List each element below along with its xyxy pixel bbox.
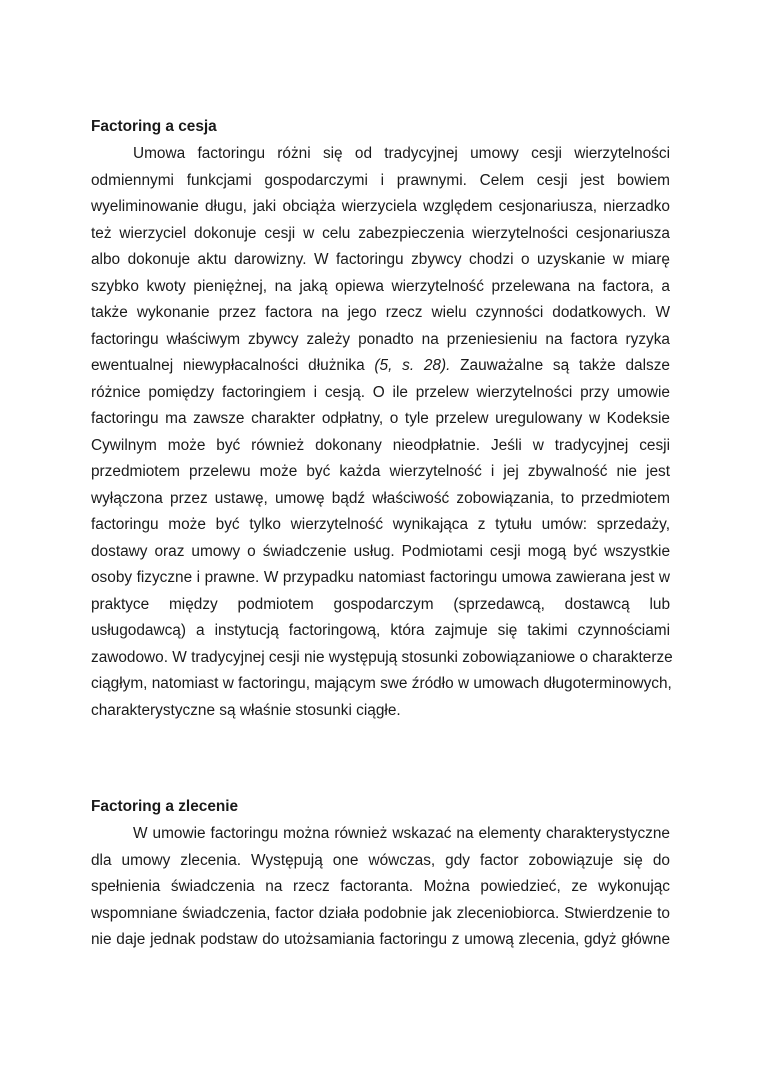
text-line: zawodowo. W tradycyjnej cesji nie występują stosunki zobowiązaniowe o charakterze [91,648,673,666]
text-line-with-citation [91,353,670,380]
text-line: dla umowy zlecenia. Występują one wówczas, gdy factor zobowiązuje się do [91,851,670,869]
text-line: Cywilnym może być również dokonany nieodpłatnie. Jeśli w tradycyjnej cesji [91,436,670,454]
text-line: osoby fizyczne i prawne. W przypadku natomiast factoringu umowa zawierana jest w [91,569,670,586]
text-line: wyłączona przez ustawę, umowę bądź właściwość zobowiązania, to przedmiotem [91,489,670,507]
text-line: także wykonanie przez factora na jego rzecz wielu czynności dodatkowych. W [91,304,670,321]
text-line: nie daje jednak podstaw do utożsamiania factoringu z umową zlecenia, gdyż główne [91,931,670,948]
text-line: factoringu właściwym zbywcy zależy ponadto na przeniesieniu na factora ryzyka [91,330,670,348]
text-line: factoringu może być tylko wierzytelność wynikająca z tytułu umów: sprzedaży, [91,516,670,533]
section-heading-zlecenie: Factoring a zlecenie [91,798,239,815]
text-line: spełnienia świadczenia na rzecz factoranta. Można powiedzieć, ze wykonując [91,878,670,895]
text-line: odmiennymi funkcjami gospodarczymi i prawnymi. Celem cesji jest bowiem [91,171,670,189]
section-heading-cesja: Factoring a cesja [91,118,217,135]
text-line: charakterystyczne są właśnie stosunki ciągłe. [91,701,401,719]
citation: (5, s. 28). [374,357,451,374]
text-line: Umowa factoringu różni się od tradycyjnej umowy cesji wierzytelności [133,145,670,162]
text-line: praktyce między podmiotem gospodarczym (sprzedawcą, dostawcą lub [91,595,670,613]
text-line: wspomniane świadczenia, factor działa podobnie jak zleceniobiorca. Stwierdzenie to [91,904,670,922]
text-line: przedmiotem przelewu może być każda wierzytelność i jej zbywalność nie jest [91,463,670,480]
paragraph-cesja [91,141,673,724]
text-line: factoringu ma zawsze charakter odpłatny, o tyle przelew uregulowany w Kodeksie [91,410,670,427]
paragraph-zlecenie [91,821,670,954]
text-line: też wierzyciel dokonuje cesji w celu zabezpieczenia wierzytelności cesjonariusza [91,224,670,242]
line-text: Zauważalne są także dalsze [460,357,670,374]
text-line: albo dokonuje aktu darowizny. W factoringu zbywcy chodzi o uzyskanie w miarę [91,251,670,268]
text-line: różnice pomiędzy factoringiem i cesją. O ile przelew wierzytelności przy umowie [91,383,670,401]
text-line: wyeliminowanie długu, jaki obciąża wierzyciela względem cesjonariusza, nierzadko [91,198,670,215]
text-line: szybko kwoty pieniężnej, na jaką opiewa wierzytelność przelewana na factora, a [91,277,670,295]
line-text: ewentualnej niewypłacalności dłużnika [91,357,365,374]
text-line: dostawy oraz umowy o świadczenie usług. Podmiotami cesji mogą być wszystkie [91,542,670,560]
text-line: W umowie factoringu można również wskazać na elementy charakterystyczne [133,825,670,842]
text-line: ciągłym, natomiast w factoringu, mającym swe źródło w umowach długoterminowych, [91,675,672,692]
text-line: usługodawcą) a instytucją factoringową, która zajmuje się takimi czynnościami [91,622,670,639]
